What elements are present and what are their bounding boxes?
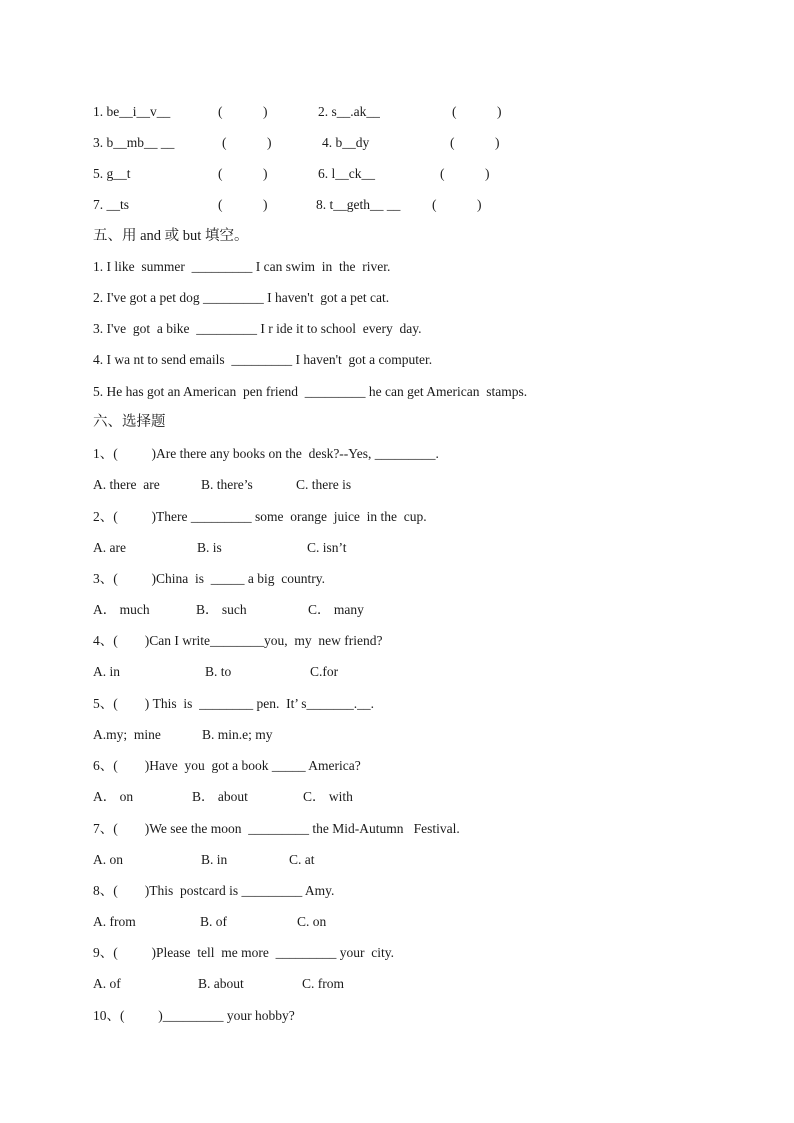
answer-option: A. are [93, 540, 126, 555]
answer-option: B． about [192, 789, 248, 804]
fill-in-sentence: 3. I've got a bike _________ I r ide it to school every day. [93, 321, 422, 336]
answer-option: A. there are [93, 477, 160, 492]
answer-option: A. of [93, 976, 121, 991]
answer-option: C. there is [296, 477, 352, 492]
question-text: 5、( ) This is ________ pen. It’ s_______.__. [93, 696, 374, 711]
section-heading: 六、选择题 [93, 414, 166, 430]
answer-option: C. at [289, 852, 315, 867]
answer-option: C． with [303, 789, 353, 804]
answer-parentheses: ( ) [222, 135, 272, 150]
question-text: 2、( )There _________ some orange juice in the cup. [93, 509, 427, 524]
question-text: 3、( )China is _____ a big country. [93, 571, 325, 586]
answer-option: C. on [297, 914, 327, 929]
answer-parentheses: ( ) [218, 166, 268, 181]
fill-in-sentence: 5. He has got an American pen friend _________ he can get American stamps. [93, 384, 528, 399]
answer-option: C． many [308, 602, 364, 617]
spelling-word: 5. g__t [93, 166, 131, 181]
fill-in-sentence: 4. I wa nt to send emails _________ I haven't got a computer. [93, 352, 433, 367]
answer-parentheses: ( ) [218, 104, 268, 119]
answer-option: B. is [197, 540, 222, 555]
question-text: 1、( )Are there any books on the desk?--Yes, _________. [93, 446, 439, 461]
answer-option: C.for [310, 664, 339, 679]
answer-option: A． on [93, 789, 134, 804]
answer-option: B. about [198, 976, 244, 991]
answer-option: C. from [302, 976, 344, 991]
section-heading: 五、用 and 或 but 填空。 [93, 228, 249, 244]
question-text: 6、( )Have you got a book _____ America? [93, 758, 361, 773]
answer-parentheses: ( ) [218, 197, 268, 212]
answer-option: A. in [93, 664, 120, 679]
answer-parentheses: ( ) [432, 197, 482, 212]
spelling-word: 7. __ts [93, 197, 130, 212]
answer-parentheses: ( ) [452, 104, 502, 119]
spelling-word: 8. t__geth__ __ [316, 197, 401, 212]
spelling-word: 2. s__.ak__ [318, 104, 380, 119]
question-text: 10、( )_________ your hobby? [93, 1008, 295, 1023]
question-text: 9、( )Please tell me more _________ your city. [93, 945, 394, 960]
fill-in-sentence: 1. I like summer _________ I can swim in the river. [93, 259, 391, 274]
answer-option: B． such [196, 602, 247, 617]
answer-option: B. of [200, 914, 227, 929]
question-text: 8、( )This postcard is _________ Amy. [93, 883, 335, 898]
question-text: 7、( )We see the moon _________ the Mid-Autumn Festival. [93, 821, 460, 836]
spelling-word: 3. b__mb__ __ [93, 135, 175, 150]
fill-in-sentence: 2. I've got a pet dog _________ I haven't got a pet cat. [93, 290, 390, 305]
answer-option: B. min.e; my [202, 727, 273, 742]
answer-option: B. to [205, 664, 232, 679]
answer-option: A． much [93, 602, 150, 617]
spelling-word: 4. b__dy [322, 135, 370, 150]
answer-option: C. isn’t [307, 540, 347, 555]
answer-option: B. in [201, 852, 228, 867]
question-text: 4、( )Can I write________you, my new friend? [93, 633, 383, 648]
answer-parentheses: ( ) [440, 166, 490, 181]
answer-option: B. there’s [201, 477, 253, 492]
spelling-word: 1. be__i__v__ [93, 104, 171, 119]
answer-option: A.my; mine [93, 727, 161, 742]
answer-parentheses: ( ) [450, 135, 500, 150]
answer-option: A. on [93, 852, 123, 867]
answer-option: A. from [93, 914, 136, 929]
spelling-word: 6. l__ck__ [318, 166, 375, 181]
